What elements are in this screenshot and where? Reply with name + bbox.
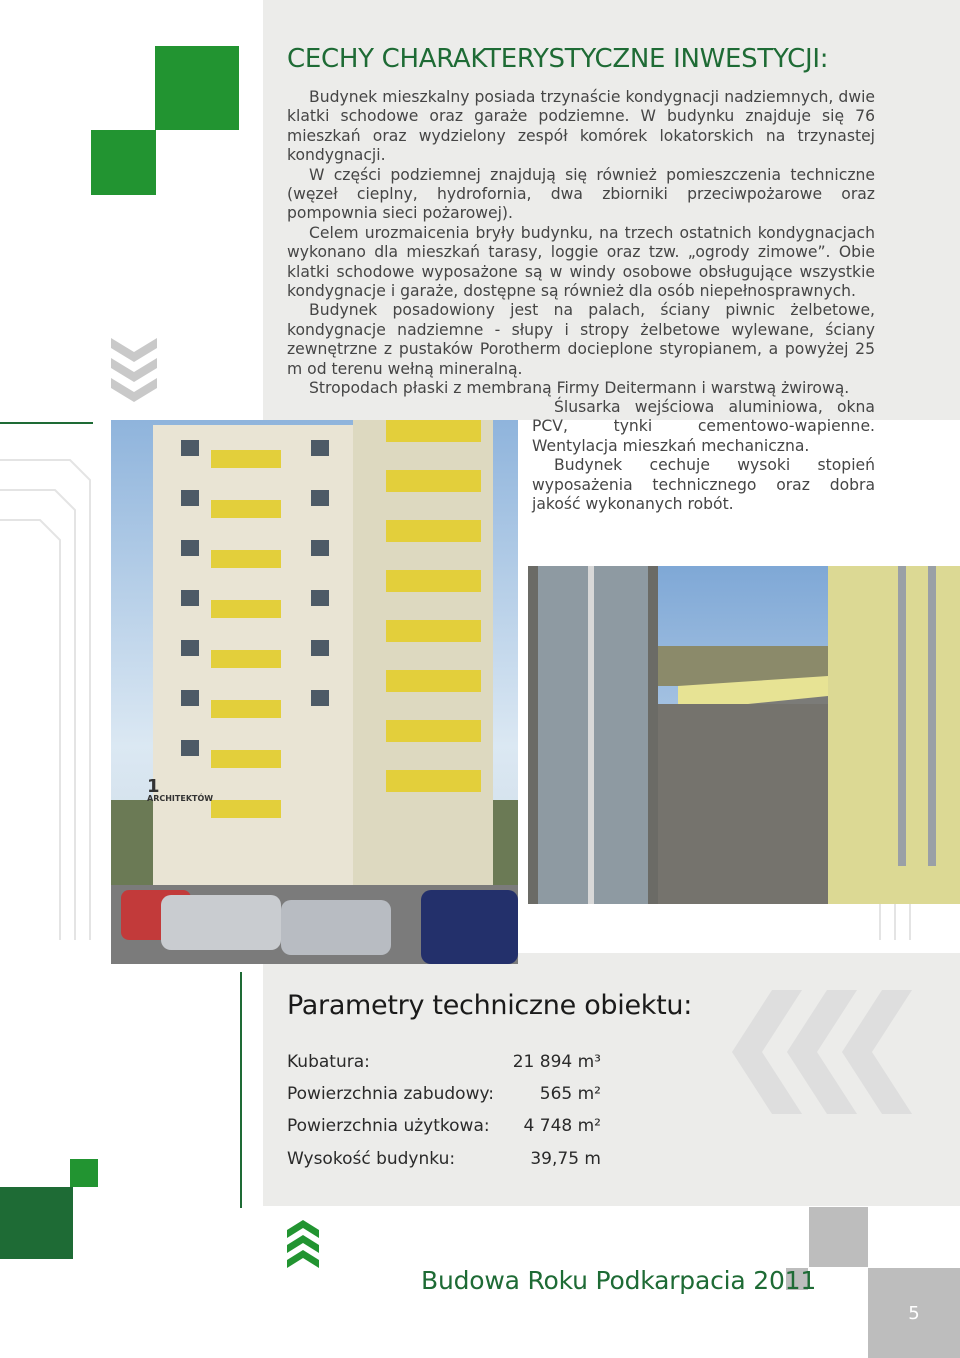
paragraph-3: Celem urozmaicenia bryły budynku, na trzech ostatnich kondygnacjach wykonano dla mieszkań tarasy, loggie oraz tzw. „ogrody zimowe”. Obie klatki schodowe wyposażone są w windy osobowe obsługujące wszystkie kondygnacje i garaże, dostępne są również dla osób niepełnosprawnych. xyxy=(287,223,875,301)
page-number: 5 xyxy=(868,1268,960,1358)
street-sign: ARCHITEKTÓW xyxy=(147,794,214,803)
chevrons-left-icon xyxy=(732,990,914,1114)
paragraph-1: Budynek mieszkalny posiada trzynaście kondygnacji nadziemnych, dwie klatki schodowe oraz garaże podziemne. W budynku znajduje się 76 mieszkań oraz wydzielony zespół komórek lokatorskich na trzynastej kondygnacji. xyxy=(287,88,875,165)
building-photo xyxy=(111,420,518,964)
green-square-small xyxy=(70,1159,98,1187)
building-number: 1 xyxy=(147,776,160,797)
param-label: Powierzchnia zabudowy: xyxy=(287,1084,495,1104)
param-value: 39,75 m xyxy=(530,1149,601,1169)
green-square-top xyxy=(155,46,239,130)
params-title: Parametry techniczne obiektu: xyxy=(287,990,693,1021)
dark-green-square xyxy=(0,1187,73,1259)
paragraph-5: Stropodach płaski z membraną Firmy Deitermann i warstwą żwirową. xyxy=(309,379,850,398)
chevrons-up-icon xyxy=(287,1220,319,1268)
right-column-text xyxy=(532,398,875,514)
grey-square-top xyxy=(809,1207,868,1267)
param-row-uzytkowa xyxy=(287,1116,601,1142)
param-label: Powierzchnia użytkowa: xyxy=(287,1116,490,1136)
description-text xyxy=(287,88,875,399)
param-label: Wysokość budynku: xyxy=(287,1149,456,1169)
footer-title: Budowa Roku Podkarpacia 2011 xyxy=(421,1266,817,1295)
paragraph-4: Budynek posadowiony jest na palach, ściany piwnic żelbetowe, kondygnacje nadziemne - słupy i stropy żelbetowe wylewane, ściany zewnętrzne z pustaków Porotherm docieplone styropianem, a powyżej 25 m od terenu wełną mineralną. xyxy=(287,301,875,378)
param-value: 565 m² xyxy=(539,1084,601,1104)
paragraph-7: Budynek cechuje wysoki stopień wyposażenia technicznego oraz dobra jakość wykonanych robót. xyxy=(532,456,875,514)
paragraph-6: Ślusarka wejściowa aluminiowa, okna PCV, tynki cementowo-wapienne. Wentylacja mieszkań mechaniczna. xyxy=(532,398,875,455)
section-heading: CECHY CHARAKTERYSTYCZNE INWESTYCJI: xyxy=(287,44,829,74)
param-row-wysokosc xyxy=(287,1149,601,1175)
param-row-kubatura xyxy=(287,1052,601,1078)
param-value: 21 894 m³ xyxy=(512,1052,601,1072)
paragraph-2: W części podziemnej znajdują się również pomieszczenia techniczne (węzeł cieplny, hydrofornia, dwa zbiorniki przeciwpożarowe oraz pompownia sieci pożarowej). xyxy=(287,165,875,223)
params-vertical-line xyxy=(240,972,242,1208)
param-label: Kubatura: xyxy=(287,1052,370,1072)
green-square-mid xyxy=(91,130,156,195)
terrace-photo xyxy=(528,566,960,904)
param-value: 4 748 m² xyxy=(523,1116,601,1136)
divider-line xyxy=(0,422,93,424)
chevrons-down-icon xyxy=(111,338,157,404)
param-row-zabudowa xyxy=(287,1084,601,1110)
